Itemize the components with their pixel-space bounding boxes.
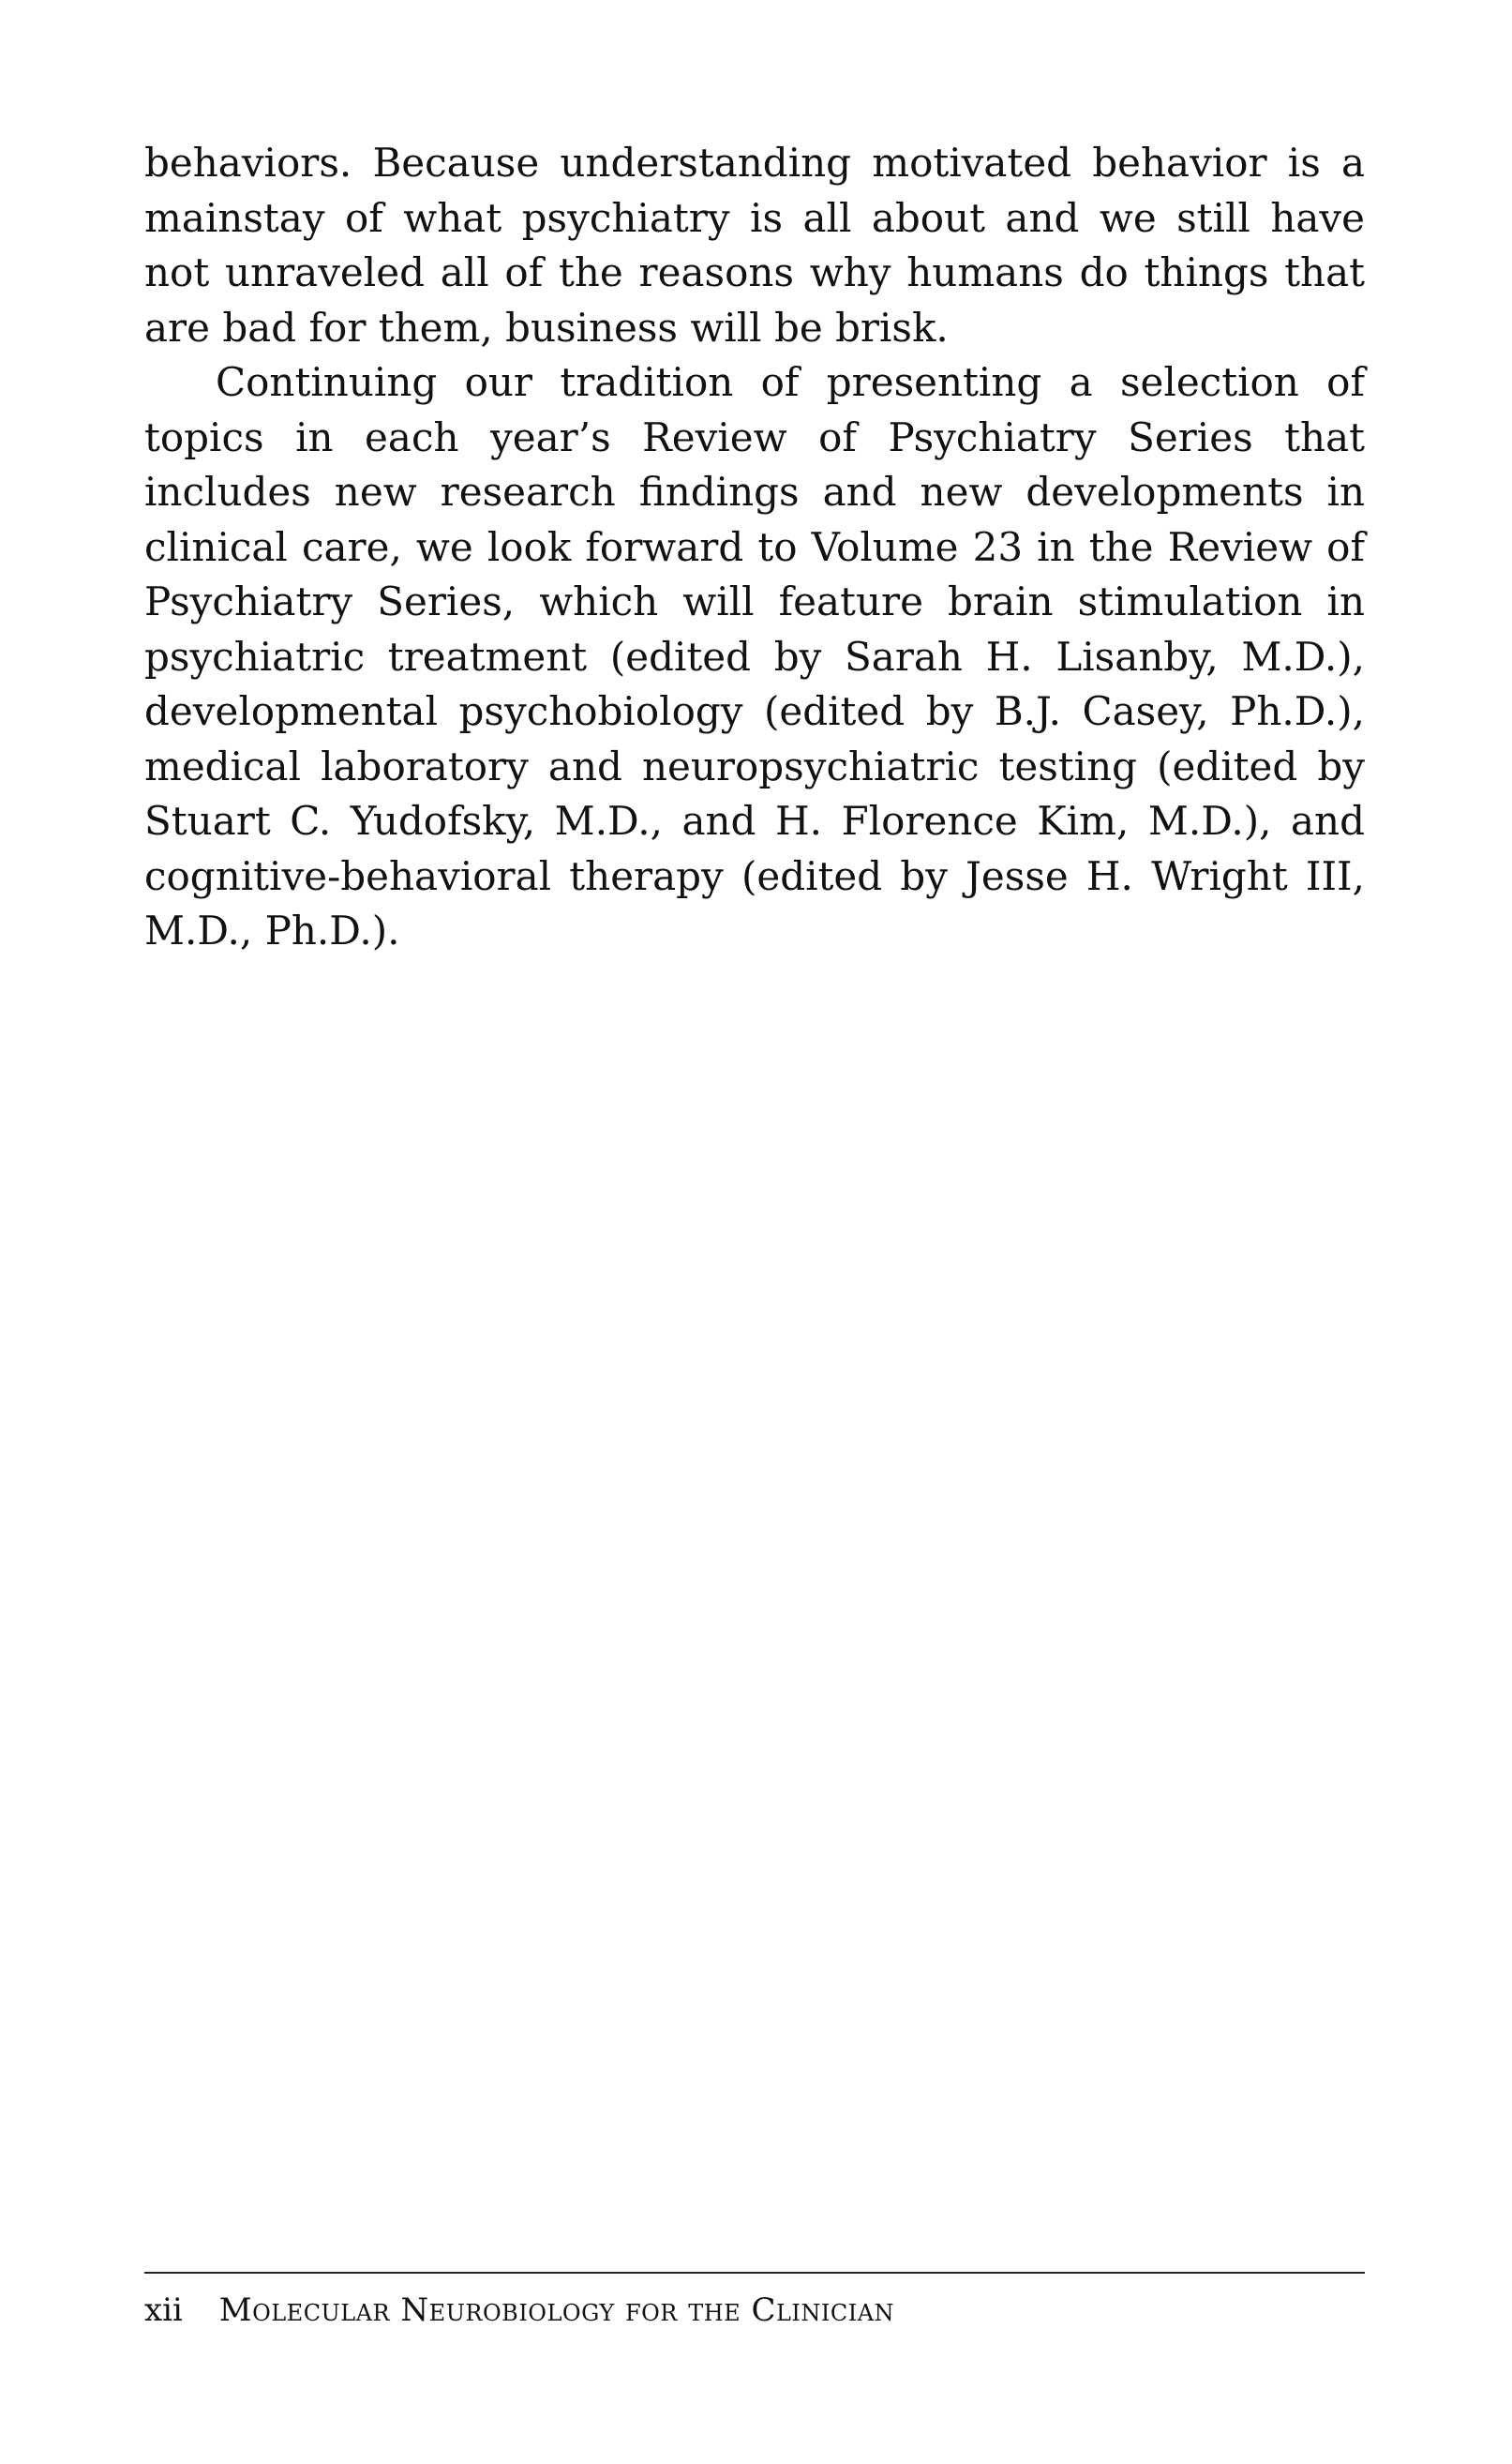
paragraph-indented: Continuing our tradition of presenting a selection of topics in each year’s Review of Psychiatry Series that includes new research findings and new developments in clinical care, we look forward to Volume 23 in the Review of Psychiatry Series, which will feature brain stimulation in psychiatric treatment (edited by Sarah H. Lisanby, M.D.), developmental psychobiology (edited by B.J. Casey, Ph.D.), medical laboratory and neuropsychiatric testing (edited by Stuart C. Yudofsky, M.D., and H. Florence Kim, M.D.), and cognitive-behavioral therapy (edited by Jesse H. Wright III, M.D., Ph.D.). [144, 359, 1365, 954]
page-number: xii [144, 2291, 183, 2329]
running-title: Molecular Neurobiology for the Clinician [218, 2291, 895, 2329]
footer-rule [144, 2272, 1365, 2274]
page-footer [144, 2288, 1365, 2333]
paragraph-continued: behaviors. Because understanding motivated behavior is a mainstay of what psychiatry is all about and we still have not unraveled all of the reasons why humans do things that are bad for them, business will be brisk. [144, 140, 1365, 351]
body-text [144, 136, 1365, 959]
